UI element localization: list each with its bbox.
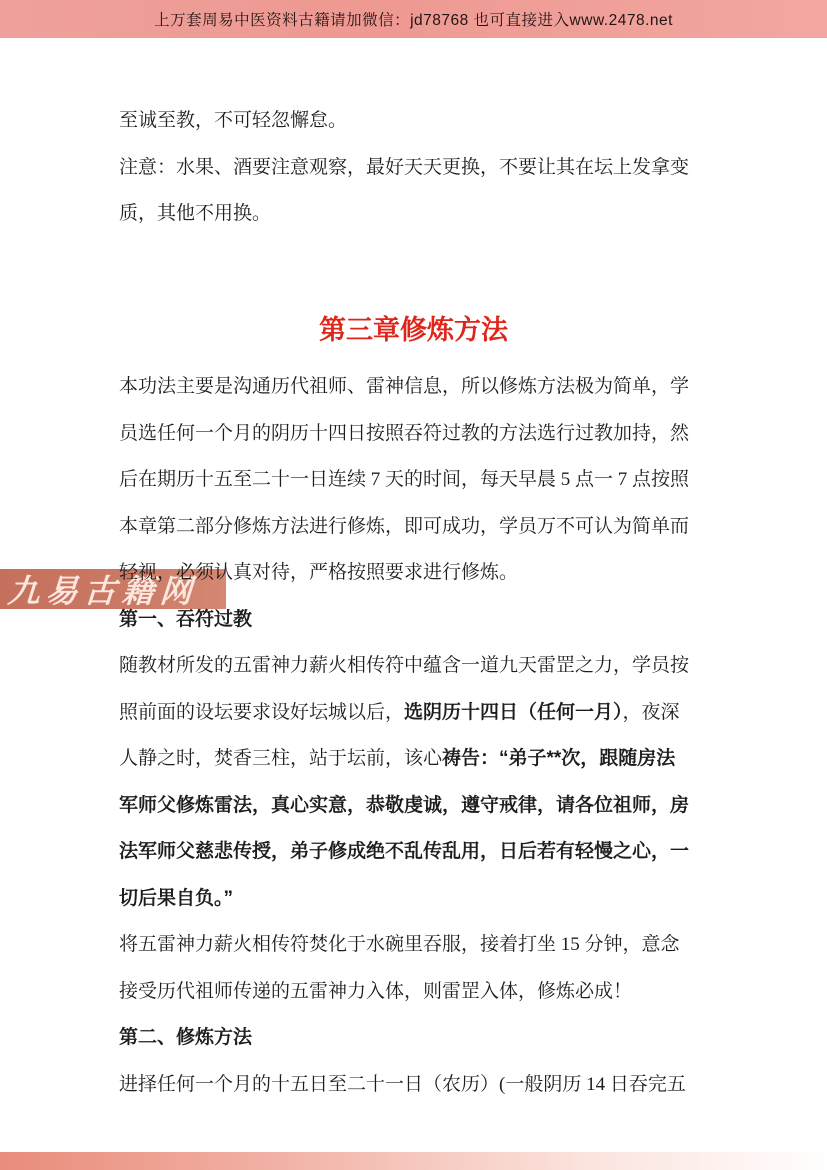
text-line: 员选任何一个月的阴历十四日按照吞符过教的方法选行过教加持，然	[119, 422, 690, 444]
text-line: 军师父修炼雷法，真心实意，恭敬虔诚，遵守戒律，请各位祖师，房	[119, 794, 690, 816]
chapter-title: 第三章修炼方法	[319, 315, 508, 345]
text-line: 照前面的设坛要求设好坛城以后，选阴历十四日（任何一月），夜深	[119, 701, 680, 723]
text-line: 进择任何一个月的十五日至二十一日（农历）(一般阴历 14 日吞完五	[119, 1073, 686, 1095]
text-line: 轻视，必须认真对待，严格按照要求进行修炼。	[119, 562, 519, 583]
top-promo-banner	[0, 0, 827, 38]
text-line: 接受历代祖师传递的五雷神力入体，则雷罡入体，修炼必成！	[119, 980, 633, 1002]
intro-paragraphs	[119, 98, 719, 238]
text-line: 切后果自负。”	[119, 887, 234, 909]
section-heading: 第二、修炼方法	[119, 1027, 253, 1048]
text-line: 法军师父慈悲传授，弟子修成绝不乱传乱用，日后若有轻慢之心，一	[119, 841, 690, 862]
section-heading: 第一、吞符过教	[119, 608, 253, 630]
top-promo-text: 上万套周易中医资料古籍请加微信：jd78768 也可直接进入www.2478.net	[154, 12, 673, 29]
text-line: 本功法主要是沟通历代祖师、雷神信息，所以修炼方法极为简单，学	[119, 376, 690, 397]
text-line: 质，其他不用换。	[119, 203, 272, 224]
text-line: 人静之时，焚香三柱，站于坛前，该心祷告：“弟子**次，跟随房法	[119, 748, 676, 769]
text-line: 后在期历十五至二十一日连续 7 天的时间，每天早晨 5 点一 7 点按照	[119, 469, 690, 490]
text-line: 至诚至教，不可轻忽懈怠。	[119, 110, 348, 131]
text-line: 随教材所发的五雷神力薪火相传符中蕴含一道九天雷罡之力，学员按	[119, 655, 690, 676]
watermark-text: 九易古籍网	[6, 572, 200, 610]
text-line: 注意：水果、酒要注意观察，最好天天更换，不要让其在坛上发拿变	[119, 156, 690, 178]
text-line: 本章第二部分修炼方法进行修炼，即可成功，学员万不可认为简单而	[119, 515, 690, 537]
bottom-gradient-bar	[0, 1152, 827, 1170]
main-paragraphs	[119, 364, 719, 1108]
text-line: 将五雷神力薪火相传符焚化于水碗里吞服，接着打坐 15 分钟，意念	[119, 934, 680, 955]
